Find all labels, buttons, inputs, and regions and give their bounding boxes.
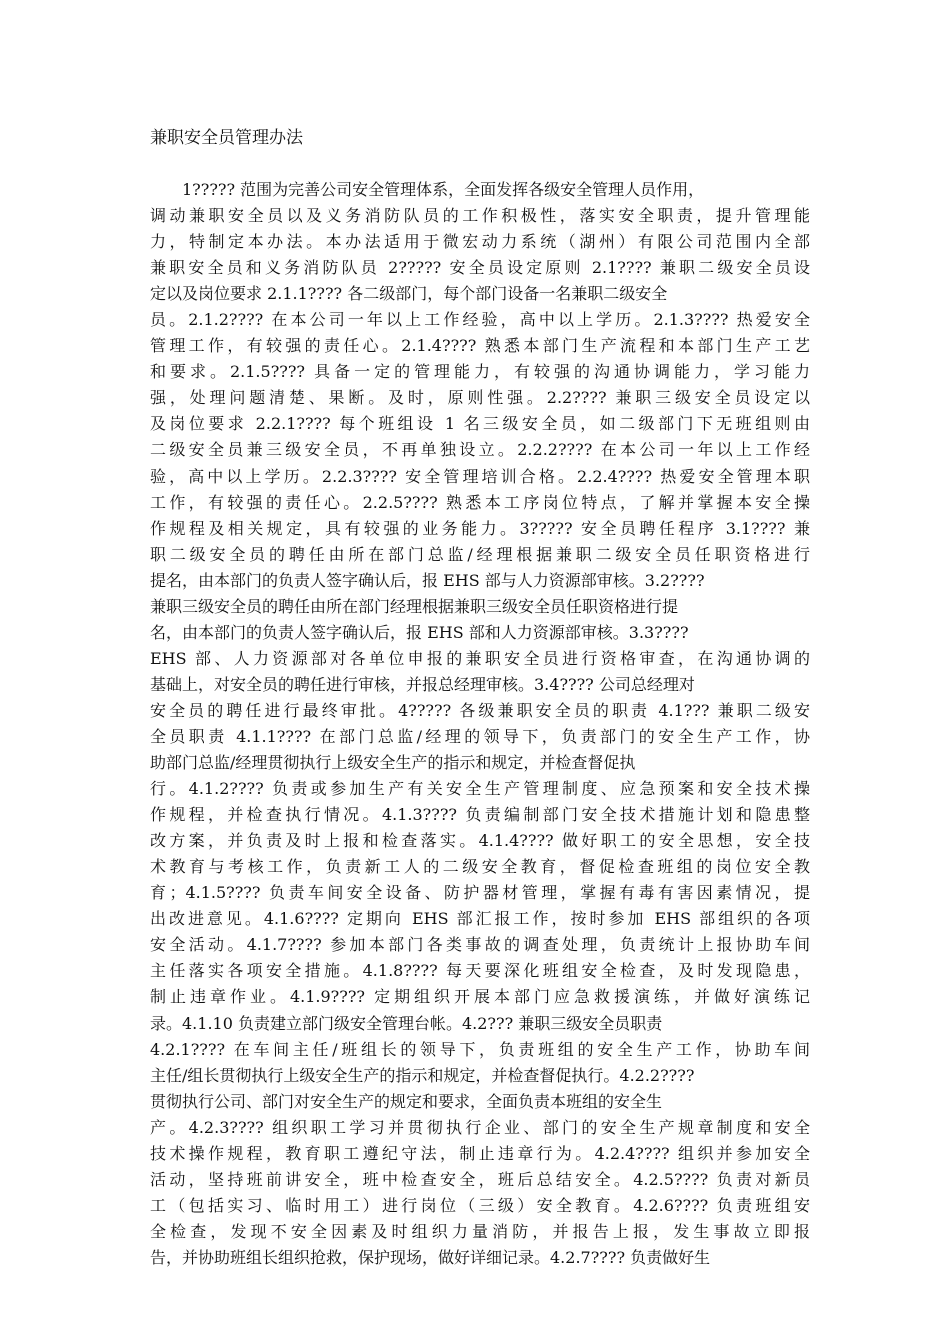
body-line: 贯彻执行公司、部门对安全生产的规定和要求，全面负责本班组的安全生 (150, 1091, 663, 1111)
body-line: 员。2.1.2???? 在本公司一年以上工作经验，高中以上学历。2.1.3???? 热爱安全 (150, 310, 810, 330)
document-body (150, 177, 810, 1271)
body-line: 术教育与考核工作，负责新工人的二级安全教育，督促检查班组的岗位安全教 (150, 857, 810, 877)
body-line: 出改进意见。4.1.6???? 定期向 EHS 部汇报工作，按时参加 EHS 部组织的各项 (150, 909, 810, 929)
body-line: 行。4.1.2???? 负责或参加生产有关安全生产管理制度、应急预案和安全技术操 (150, 779, 810, 799)
body-line: 作规程，并检查执行情况。4.1.3???? 负责编制部门安全技术措施计划和隐患整 (150, 805, 810, 825)
body-line: 技术操作规程，教育职工遵纪守法，制止违章行为。4.2.4???? 组织并参加安全 (150, 1143, 810, 1163)
body-line: 育；4.1.5???? 负责车间安全设备、防护器材管理，掌握有毒有害因素情况，提 (150, 883, 810, 903)
body-line: 兼职三级安全员的聘任由所在部门经理根据兼职三级安全员任职资格进行提 (150, 596, 679, 616)
body-line: 管理工作，有较强的责任心。2.1.4???? 熟悉本部门生产流程和本部门生产工艺 (150, 336, 810, 356)
body-line: 验，高中以上学历。2.2.3???? 安全管理培训合格。2.2.4???? 热爱安全管理本职 (150, 466, 810, 486)
body-line: 力，特制定本办法。本办法适用于微宏动力系统（湖州）有限公司范围内全部 (150, 232, 810, 252)
body-line: 主任落实各项安全措施。4.1.8???? 每天要深化班组安全检查，及时发现隐患， (150, 961, 810, 981)
body-line: 告，并协助班组长组织抢救，保护现场，做好详细记录。4.2.7???? 负责做好生 (150, 1247, 711, 1267)
body-line: 强，处理问题清楚、果断。及时，原则性强。2.2???? 兼职三级安全员设定以 (150, 388, 810, 408)
body-line: 调动兼职安全员以及义务消防队员的工作积极性，落实安全职责，提升管理能 (150, 206, 810, 226)
body-line: 工作，有较强的责任心。2.2.5???? 熟悉本工序岗位特点，了解并掌握本安全操 (150, 492, 810, 512)
body-line: 录。4.1.10 负责建立部门级安全管理台帐。4.2??? 兼职三级安全员职责 (150, 1013, 663, 1033)
body-line: EHS 部、人力资源部对各单位申报的兼职安全员进行资格审查，在沟通协调的 (150, 648, 810, 668)
body-line: 全检查，发现不安全因素及时组织力量消防，并报告上报，发生事故立即报 (150, 1221, 810, 1241)
body-line: 产。4.2.3???? 组织职工学习并贯彻执行企业、部门的安全生产规章制度和安全 (150, 1117, 810, 1137)
body-line: 安全活动。4.1.7???? 参加本部门各类事故的调查处理，负责统计上报协助车间 (150, 935, 810, 955)
body-line: 及岗位要求 2.2.1???? 每个班组设 1 名三级安全员，如二级部门下无班组则由 (150, 414, 810, 434)
body-line: 和要求。2.1.5???? 具备一定的管理能力，有较强的沟通协调能力，学习能力 (150, 362, 810, 382)
body-line: 提名，由本部门的负责人签字确认后，报 EHS 部与人力资源部审核。3.2???? (150, 570, 705, 590)
body-line: 兼职安全员和义务消防队员 2????? 安全员设定原则 2.1???? 兼职二级安全员设 (150, 258, 810, 278)
body-line: 制止违章作业。4.1.9???? 定期组织开展本部门应急救援演练，并做好演练记 (150, 987, 810, 1007)
body-line: 主任/组长贯彻执行上级安全生产的指示和规定，并检查督促执行。4.2.2???? (150, 1065, 695, 1085)
body-line: 安全员的聘任进行最终审批。4????? 各级兼职安全员的职责 4.1??? 兼职二级安 (150, 700, 810, 720)
body-line: 助部门总监/经理贯彻执行上级安全生产的指示和规定，并检查督促执 (150, 753, 636, 773)
body-line: 二级安全员兼三级安全员，不再单独设立。2.2.2???? 在本公司一年以上工作经 (150, 440, 810, 460)
body-line: 职二级安全员的聘任由所在部门总监/经理根据兼职二级安全员任职资格进行 (150, 544, 810, 564)
body-line: 名，由本部门的负责人签字确认后，报 EHS 部和人力资源部审核。3.3???? (150, 622, 689, 642)
body-line: 工（包括实习、临时用工）进行岗位（三级）安全教育。4.2.6???? 负责班组安 (150, 1195, 810, 1215)
body-line: 1????? 范围为完善公司安全管理体系，全面发挥各级安全管理人员作用， (182, 180, 705, 199)
body-line: 作规程及相关规定，具有较强的业务能力。3????? 安全员聘任程序 3.1???? 兼 (150, 518, 810, 538)
body-line: 定以及岗位要求 2.1.1???? 各二级部门，每个部门设备一名兼职二级安全 (150, 284, 668, 304)
body-line: 4.2.1???? 在车间主任/班组长的领导下，负责班组的安全生产工作，协助车间 (150, 1039, 810, 1059)
body-line: 改方案，并负责及时上报和检查落实。4.1.4???? 做好职工的安全思想，安全技 (150, 831, 810, 851)
body-line: 全员职责 4.1.1???? 在部门总监/经理的领导下，负责部门的安全生产工作，协 (150, 726, 810, 746)
document-title: 兼职安全员管理办法 (150, 128, 303, 148)
body-line: 活动，坚持班前讲安全，班中检查安全，班后总结安全。4.2.5???? 负责对新员 (150, 1169, 810, 1189)
body-line: 基础上，对安全员的聘任进行审核，并报总经理审核。3.4???? 公司总经理对 (150, 674, 695, 694)
